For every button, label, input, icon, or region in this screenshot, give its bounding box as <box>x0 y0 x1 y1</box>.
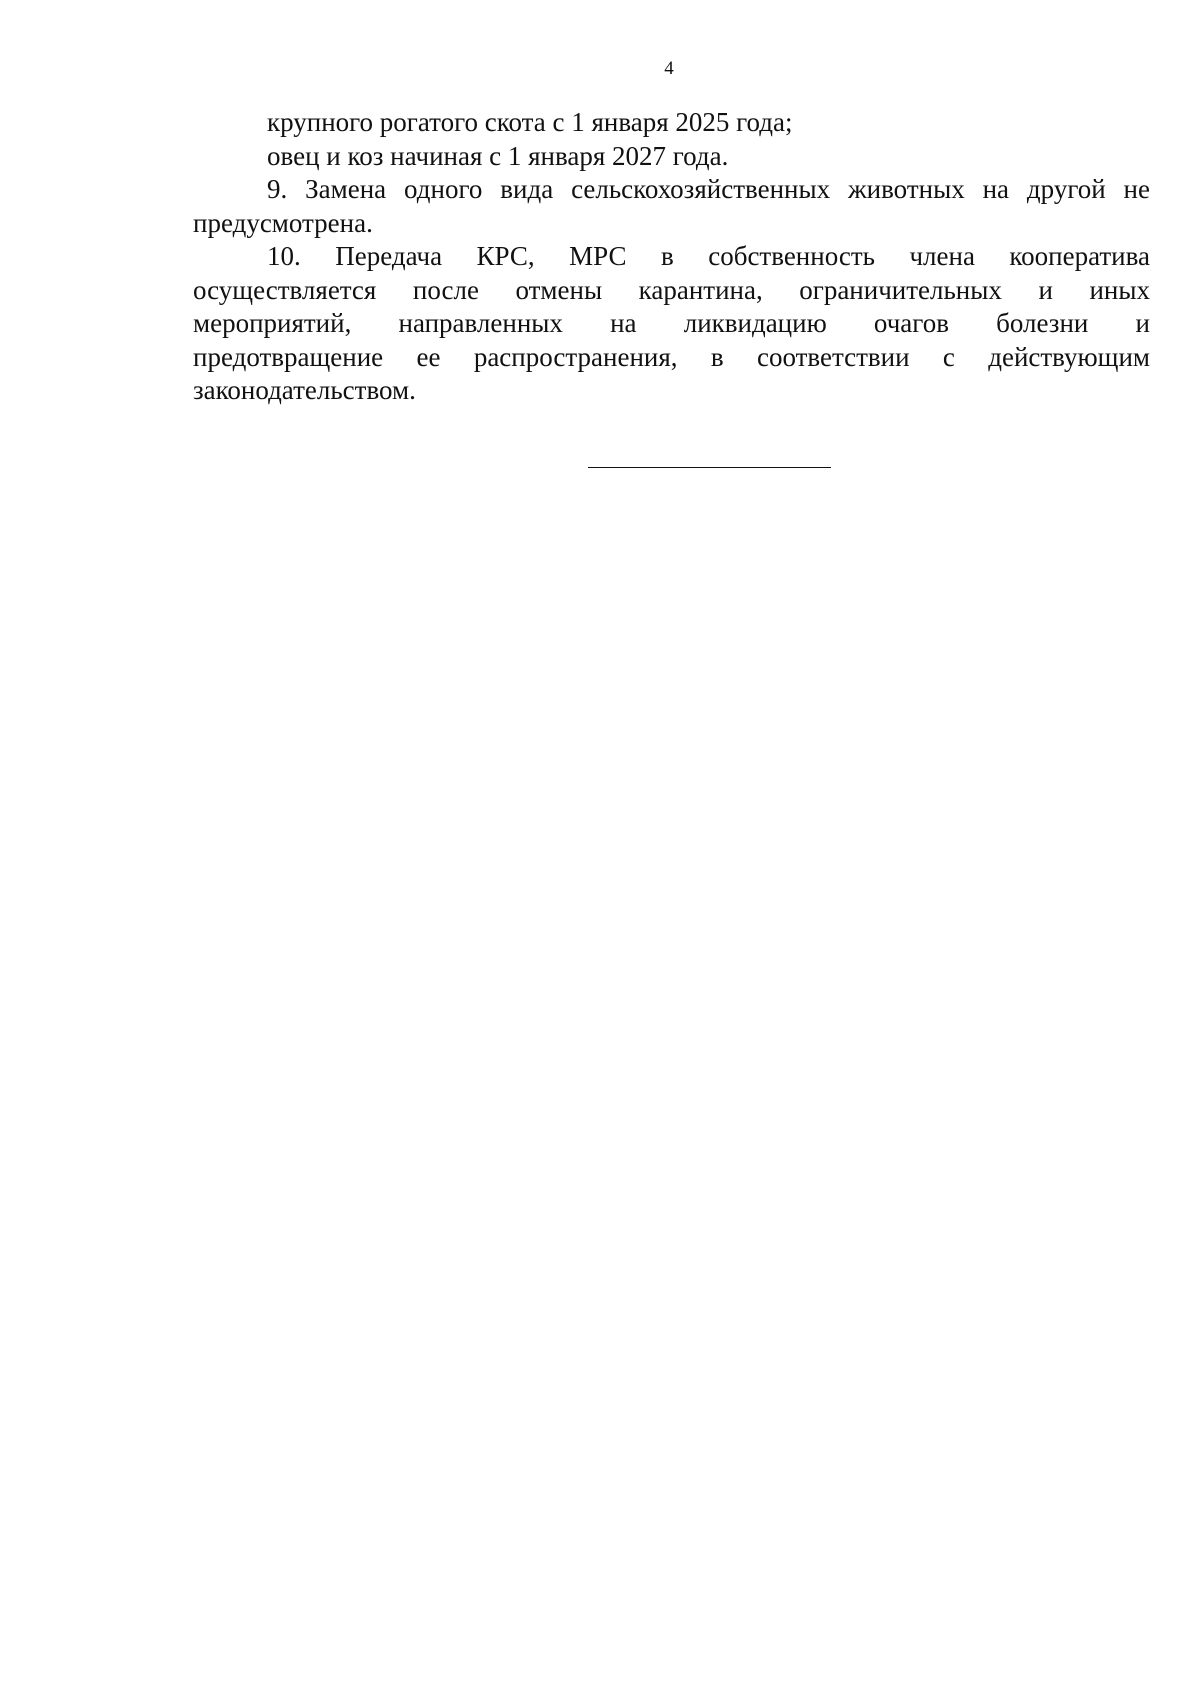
paragraph-9-line-1: 9. Замена одного вида сельскохозяйственных животных на другой не <box>267 174 1150 204</box>
document-body <box>193 106 1150 408</box>
closing-rule <box>588 467 831 468</box>
paragraph-10-line-3: мероприятий, направленных на ликвидацию очагов болезни и <box>193 308 1150 338</box>
paragraph-10-line-2: осуществляется после отмены карантина, ограничительных и иных <box>193 274 1150 305</box>
paragraph-10-line-4: предотвращение ее распространения, в соответствии с действующим <box>193 341 1150 372</box>
paragraph-10-line-1: 10. Передача КРС, МРС в собственность члена кооператива <box>267 241 1150 271</box>
text-line-cattle-date: крупного рогатого скота с 1 января 2025 года; <box>267 107 793 137</box>
text-line-sheep-goats-date: овец и коз начиная с 1 января 2027 года. <box>267 140 729 171</box>
page-number: 4 <box>664 58 674 79</box>
paragraph-10-line-5: законодательством. <box>193 375 416 405</box>
paragraph-9-line-2: предусмотрена. <box>193 207 373 238</box>
